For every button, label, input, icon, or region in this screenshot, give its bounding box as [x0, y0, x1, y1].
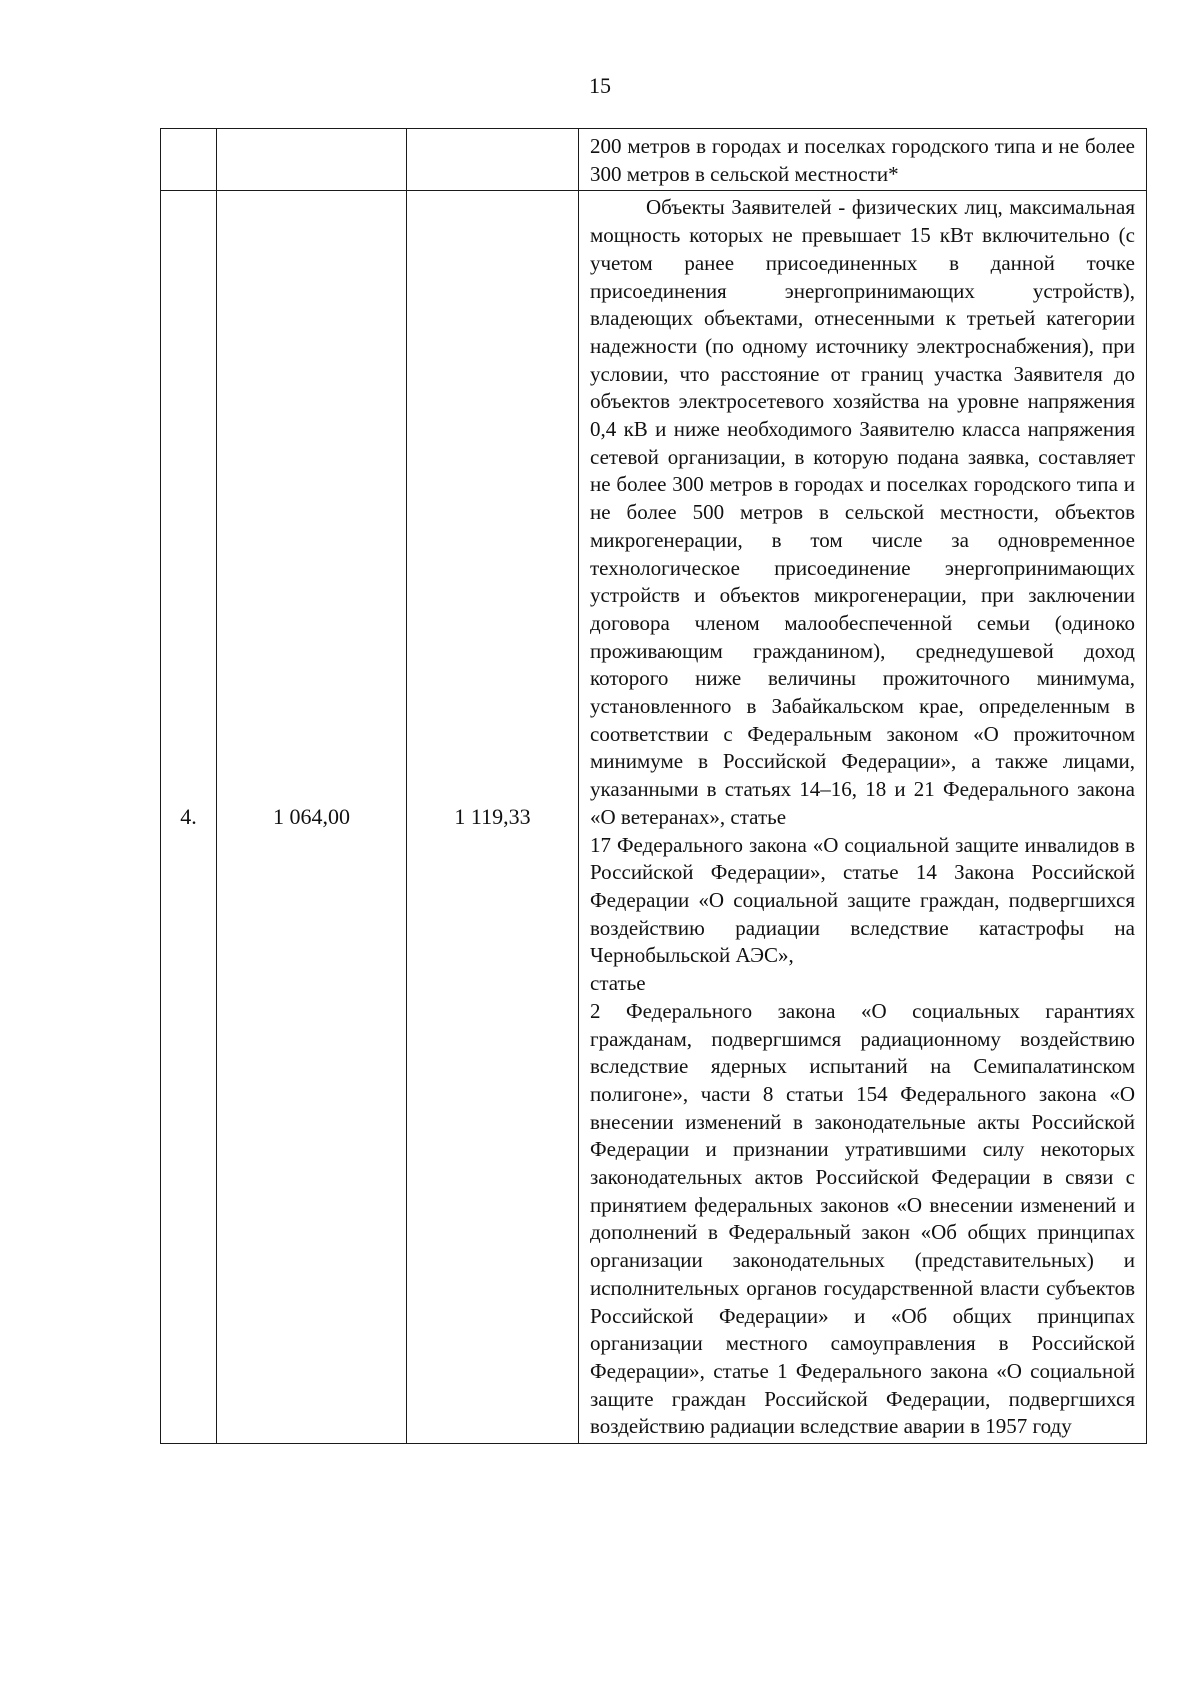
description-paragraph-4: 2 Федерального закона «О социальных гарантиях гражданам, подвергшимся радиационному воздействию вследствие ядерных испытаний на Семипалатинском полигоне», части 8 статьи 154 Федерального закона «О внесении изменений в законодательные акты Российской Федерации и признании утратившими силу некоторых законодательных актов Российской Федерации в связи с принятием федеральных законов «О внесении изменений и дополнений в Федеральный закон «Об общих принципах организации законодательных (представительных) и исполнительных органов государственной власти субъектов Российской Федерации» и «Об общих принципах организации местного самоуправления в Российской Федерации», статье 1 Федерального закона «О социальной защите граждан Российской Федерации, подвергшихся воздействию радиации вследствие аварии в 1957 году [590, 998, 1135, 1439]
row-value-2: 1 119,33 [407, 191, 579, 1444]
row-value-1: 1 064,00 [217, 191, 407, 1444]
table-row-4 [161, 191, 1147, 1444]
cell-description [579, 191, 1147, 1444]
cell-number-empty [161, 129, 217, 191]
page-number: 15 [589, 73, 611, 98]
description-paragraph-1: Объекты Заявителей - физических лиц, максимальная мощность которых не превышает 15 кВт включительно (с учетом ранее присоединенных в данной точке присоединения энергопринимающих устройств), владеющих объектами, отнесенными к третьей категории надежности (по одному источнику электроснабжения), при условии, что расстояние от границ участка Заявителя до объектов электросетевого хозяйства на уровне напряжения 0,4 кВ и ниже необходимого Заявителю класса напряжения сетевой организации, в которую подана заявка, составляет не более 300 метров в городах и поселках городского типа и не более 500 метров в сельской местности, объектов микрогенерации, в том числе за одновременное технологическое присоединение энергопринимающих устройств и объектов микрогенерации, при заключении договора членом малообеспеченной семьи (одиноко проживающим гражданином), среднедушевой доход которого ниже величины прожиточного минимума, установленного в Забайкальском крае, определенным в соответствии с Федеральным законом «О прожиточном минимуме в Российской Федерации», а также лицами, указанными в статьях 14–16, 18 и 21 Федерального закона «О ветеранах», статье [590, 195, 1135, 829]
cell-value-2-empty [407, 129, 579, 191]
continued-text: 200 метров в городах и поселках городского типа и не более 300 метров в сельской местности* [590, 134, 1135, 186]
table-row-continued [161, 129, 1147, 191]
tariff-table [160, 128, 1147, 1444]
cell-description-continued [579, 129, 1147, 191]
description-paragraph-3: статье [590, 971, 646, 996]
cell-value-1-empty [217, 129, 407, 191]
row-number: 4. [161, 191, 217, 1444]
description-paragraph-2: 17 Федерального закона «О социальной защите инвалидов в Российской Федерации», статье 14 Закона Российской Федерации «О социальной защите граждан, подвергшихся воздействию радиации вследствие катастрофы на Чернобыльской АЭС», [590, 832, 1135, 968]
